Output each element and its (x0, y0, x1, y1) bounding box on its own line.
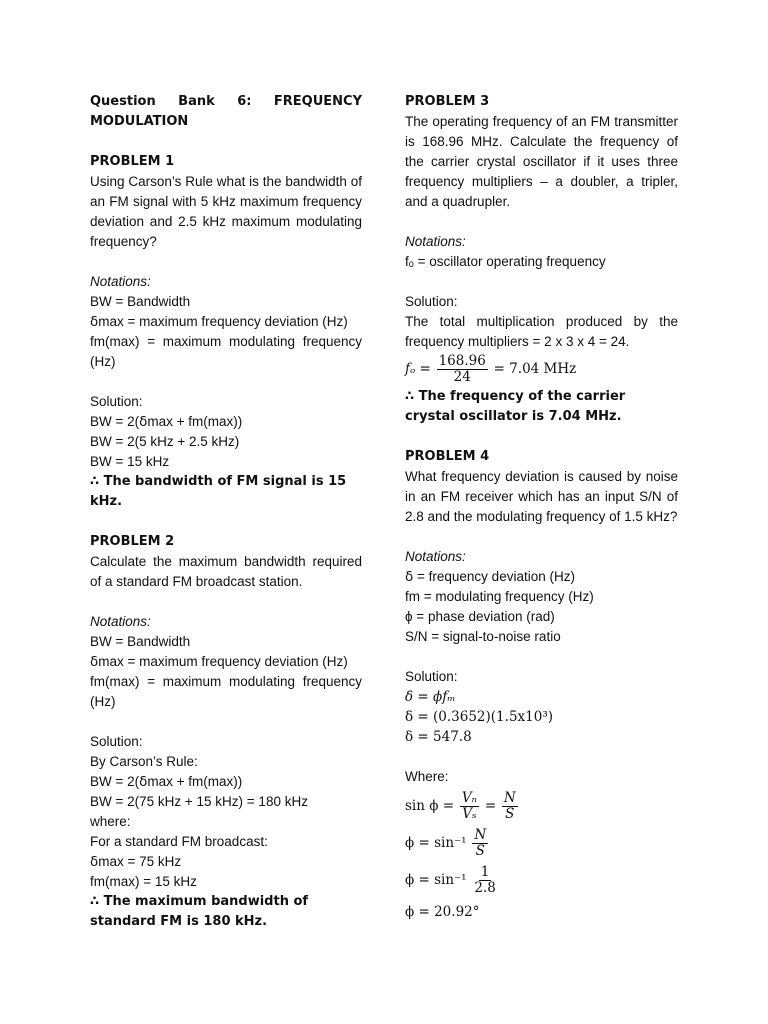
problem1-solution-label: Solution: (90, 394, 143, 409)
problem1-notations-label: Notations: (90, 274, 151, 289)
problem1-notation-deviation: ẟmax = maximum frequency deviation (Hz) (90, 314, 348, 329)
problem2-notations-label: Notations: (90, 614, 151, 629)
problem4-notation-deviation: ẟ = frequency deviation (Hz) (405, 569, 575, 584)
left-column (90, 92, 366, 932)
right-column (405, 92, 678, 922)
problem2-step2: BW = 2(ẟmax + fm(max)) (90, 774, 243, 789)
problem3-eq-rhs: = 7.04 MHz (493, 361, 577, 378)
problem4-notation-modfreq: fm = modulating frequency (Hz) (405, 589, 594, 604)
problem2-step3: BW = 2(75 kHz + 15 kHz) = 180 kHz (90, 794, 308, 809)
problem4-eq2: δ = (0.3652)(1.5x10³) (405, 709, 553, 725)
problem3-equation (405, 354, 678, 385)
problem4-notations-label: Notations: (405, 549, 466, 564)
problem1-notation-modfreq: fm(max) = maximum modulating frequency (Hz) (90, 334, 366, 369)
problem3-conclusion: ∴ The frequency of the carrier crystal oscillator is 7.04 MHz. (405, 389, 626, 424)
problem2-step1: By Carson’s Rule: (90, 754, 198, 769)
problem2-notation-deviation: ẟmax = maximum frequency deviation (Hz) (90, 654, 348, 669)
problem4-where-eq3: ϕ = sin⁻¹ $\frac{1}{2.8}$ (405, 864, 496, 896)
problem1-conclusion: ∴ The bandwidth of FM signal is 15 kHz. (90, 474, 347, 509)
problem2-step5: For a standard FM broadcast: (90, 834, 268, 849)
problem4-eq1: δ = ϕfₘ (405, 689, 456, 705)
problem3-eq-numerator: 168.96 (438, 353, 486, 369)
problem3-heading: PROBLEM 3 (405, 94, 490, 109)
problem4-where-eq4: ϕ = 20.92° (405, 904, 480, 920)
problem3-eq-lhs: fₒ = (405, 361, 431, 378)
problem3-notations-label: Notations: (405, 234, 466, 249)
problem2-step7: fm(max) = 15 kHz (90, 874, 197, 889)
problem2-notation-modfreq: fm(max) = maximum modulating frequency (Hz) (90, 674, 366, 709)
problem1-question: Using Carson’s Rule what is the bandwidth of an FM signal with 5 kHz maximum frequency deviation and 2.5 kHz maximum modulating frequency? (90, 174, 362, 249)
n-over-s-fraction-2: $\frac{N}{S}$ (474, 827, 487, 859)
problem4-question: What frequency deviation is caused by noise in an FM receiver which has an input S/N of 2.8 and the modulating frequency of 1.5 kHz? (405, 469, 678, 524)
problem2-question: Calculate the maximum bandwidth required of a standard FM broadcast station. (90, 554, 362, 589)
problem1-step3: BW = 15 kHz (90, 454, 170, 469)
problem3-notation-fo: fₒ = oscillator operating frequency (405, 254, 606, 269)
problem4-notation-snr: S/N = signal-to-noise ratio (405, 629, 561, 644)
vn-over-vs-fraction: $\frac{\text{Vₙ}}{\text{Vₛ}}$ (461, 790, 478, 822)
problem3-question: The operating frequency of an FM transmitter is 168.96 MHz. Calculate the frequency of the carrier crystal oscillator if it uses three frequency multipliers – a doubler, a tripler, and a quadrupler. (405, 114, 678, 209)
document-title-line1: Question Bank 6: FREQUENCY (90, 94, 362, 109)
problem2-heading: PROBLEM 2 (90, 534, 175, 549)
problem4-solution-label: Solution: (405, 669, 458, 684)
problem2-solution-label: Solution: (90, 734, 143, 749)
problem4-where-eq1: sin ϕ = $\frac{\text{Vₙ}}{\text{Vₛ}}$ = $\frac{N}{S}$ (405, 790, 516, 822)
delta-max-symbol: ẟmax (90, 314, 124, 329)
problem1-heading: PROBLEM 1 (90, 154, 175, 169)
problem2-conclusion: ∴ The maximum bandwidth of standard FM is 180 kHz. (90, 894, 309, 929)
problem1-notation-bw: BW = Bandwidth (90, 294, 191, 309)
document-title-line2: MODULATION (90, 114, 189, 129)
problem3-eq-fraction (437, 354, 488, 385)
problem1-step1: BW = 2(ẟmax + fm(max)) (90, 414, 243, 429)
problem2-notation-bw: BW = Bandwidth (90, 634, 191, 649)
problem4-where-label: Where: (405, 769, 449, 784)
problem4-where-eq2: ϕ = sin⁻¹ $\frac{N}{S}$ (405, 827, 487, 859)
problem2-step4: where: (90, 814, 131, 829)
one-over-2-8-fraction: $\frac{1}{2.8}$ (474, 864, 496, 896)
n-over-s-fraction: $\frac{N}{S}$ (503, 790, 516, 822)
problem3-eq-denominator: 24 (453, 369, 471, 385)
problem2-step6: ẟmax = 75 kHz (90, 854, 182, 869)
problem4-heading: PROBLEM 4 (405, 449, 490, 464)
problem3-solution-label: Solution: (405, 294, 458, 309)
problem1-step2: BW = 2(5 kHz + 2.5 kHz) (90, 434, 240, 449)
problem4-eq3: δ = 547.8 (405, 729, 472, 745)
problem3-step1: The total multiplication produced by the frequency multipliers = 2 x 3 x 4 = 24. (405, 314, 678, 349)
problem4-notation-phase: ϕ = phase deviation (rad) (405, 609, 555, 624)
